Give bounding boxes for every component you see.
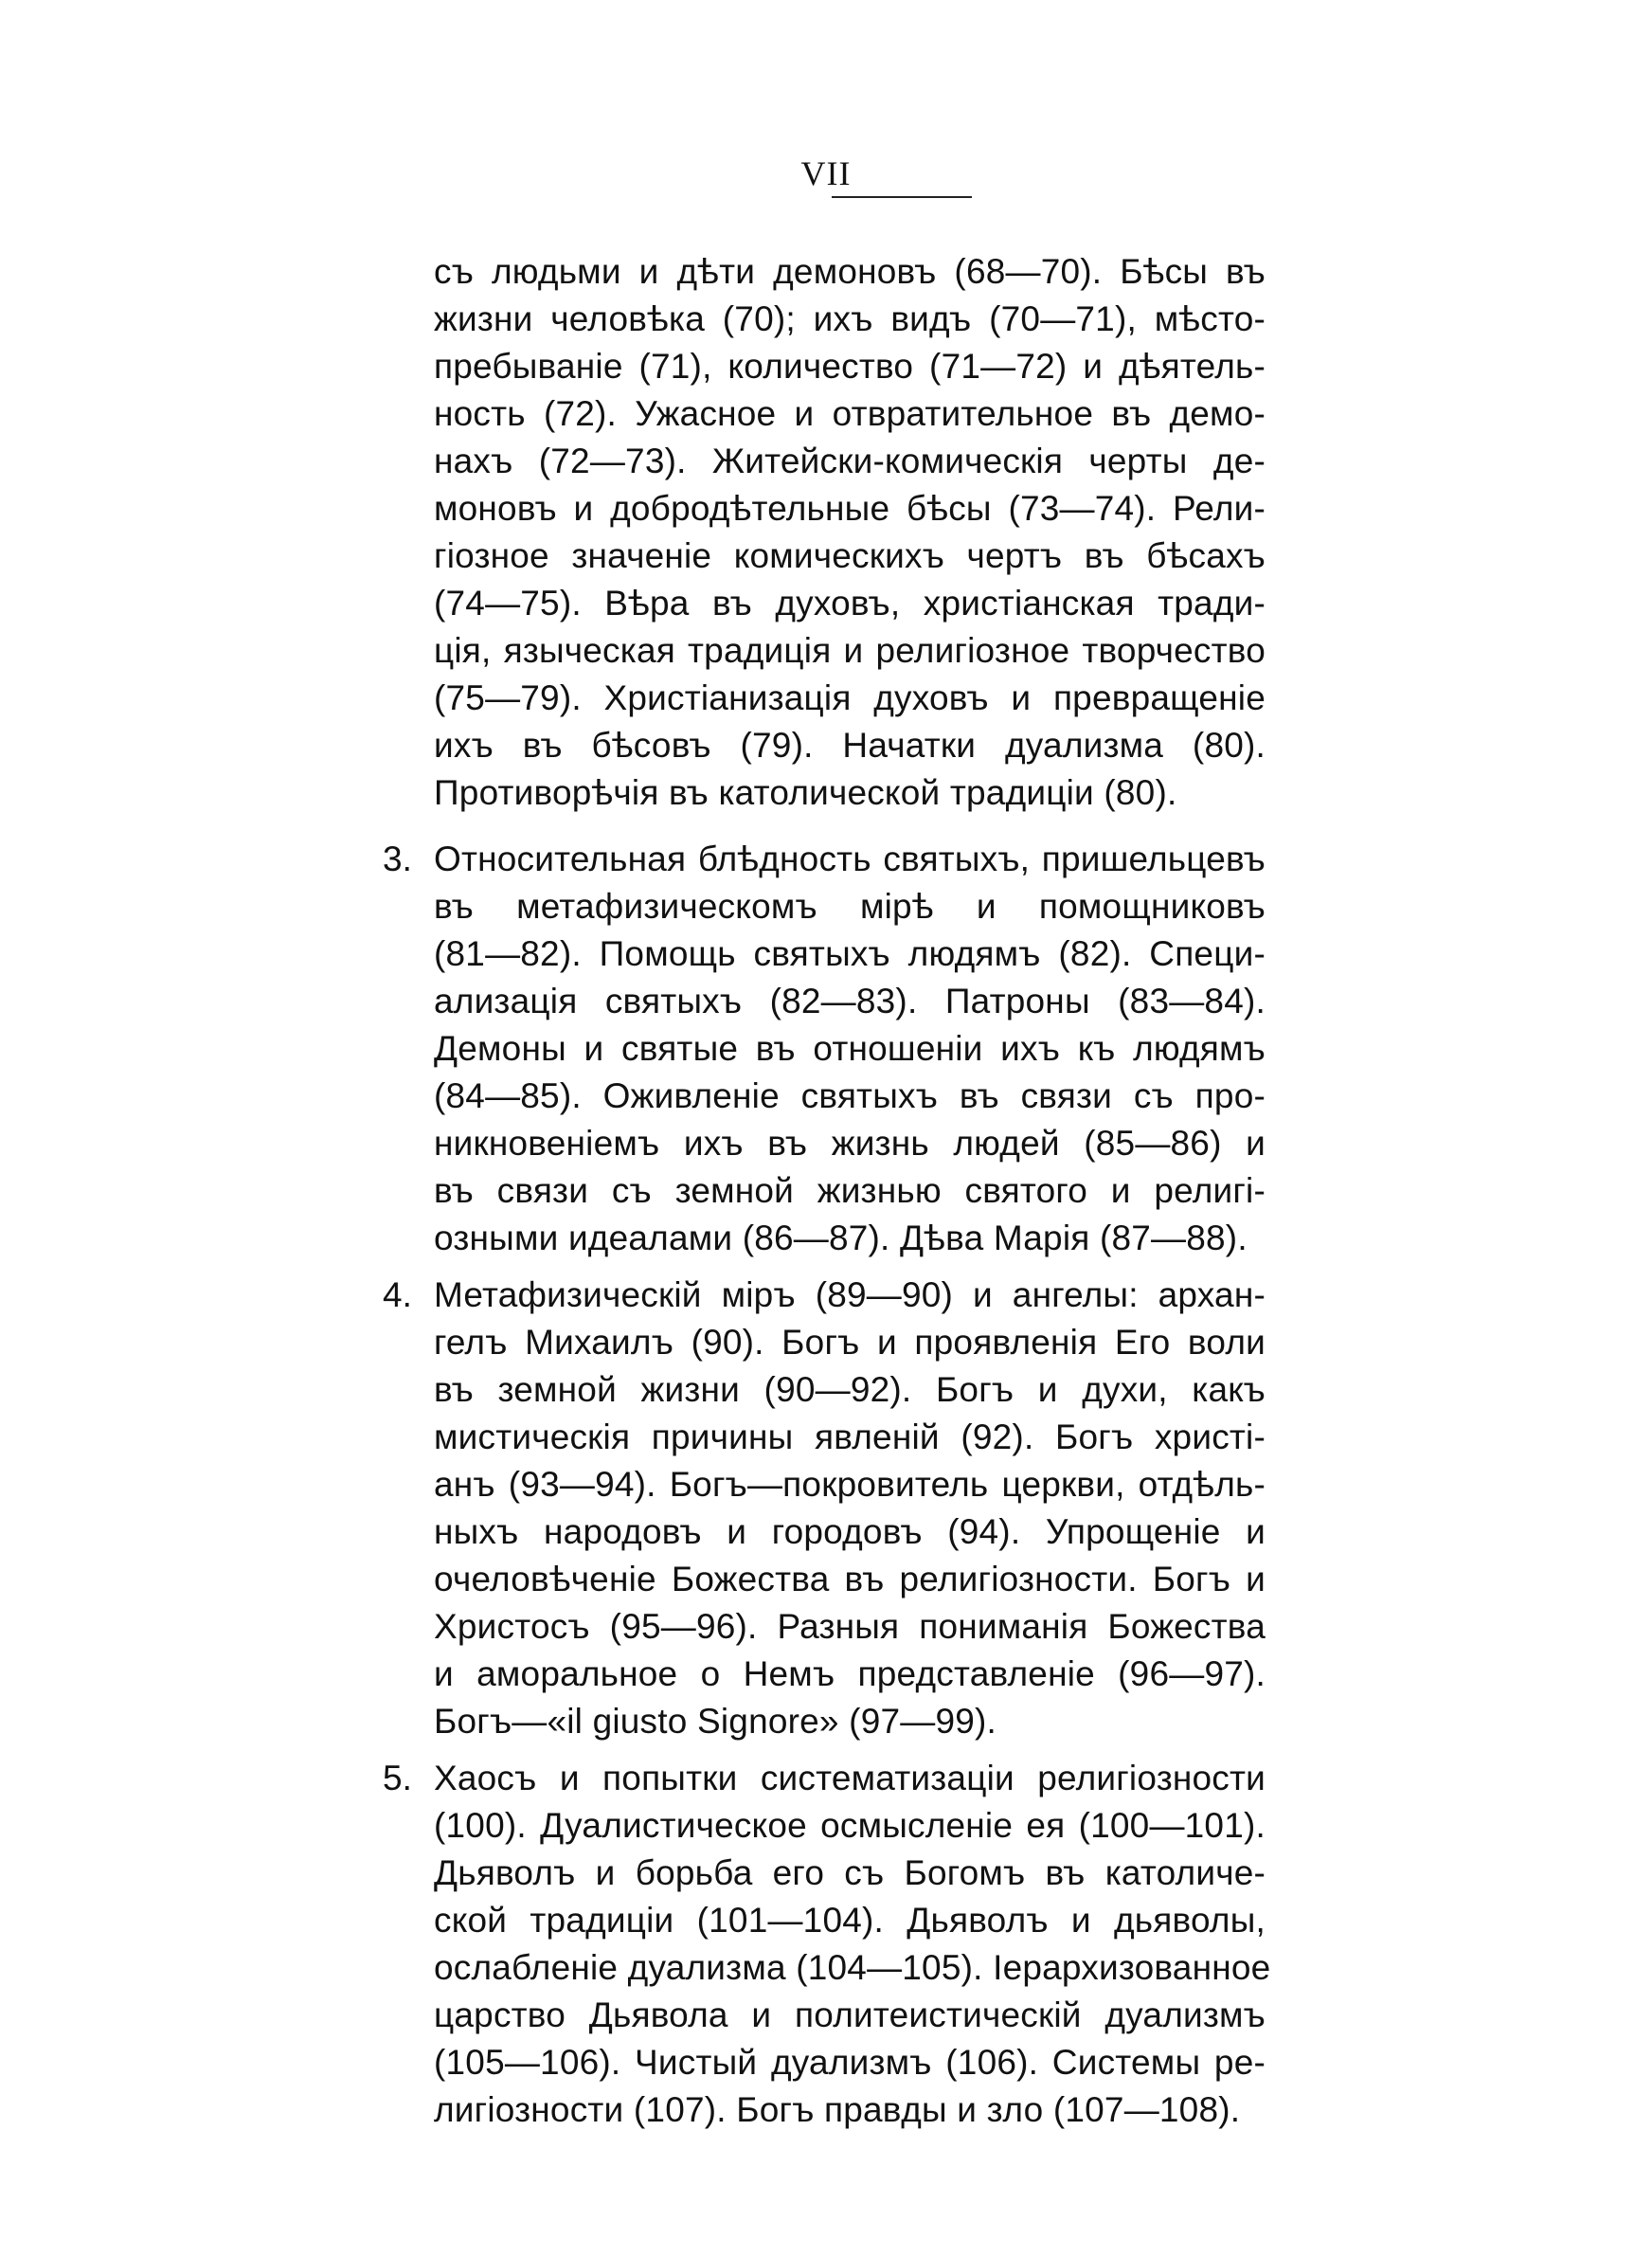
text-line: ція, языческая традиція и религіозное творчество (434, 631, 1266, 670)
text-line: (105—106). Чистый дуализмъ (106). Системы ре- (434, 2043, 1266, 2082)
section-number: 3. (383, 840, 412, 878)
text-line: (81—82). Помощь святыхъ людямъ (82). Специ- (434, 934, 1266, 973)
text-line: мистическія причины явленій (92). Богъ христі- (434, 1417, 1266, 1456)
text-line: Христосъ (95—96). Разныя пониманія Божества (434, 1607, 1266, 1646)
page-number-rule (832, 196, 972, 198)
text-line: очеловѣченіе Божества въ религіозности. Богъ и (434, 1560, 1266, 1598)
text-line: (75—79). Христіанизація духовъ и превращеніе (434, 678, 1266, 717)
text-line: озными идеалами (86—87). Дѣва Марія (87—88). (434, 1219, 1248, 1257)
text-line: ихъ въ бѣсовъ (79). Начатки дуализма (80). (434, 726, 1266, 765)
text-line: гелъ Михаилъ (90). Богъ и проявленія Его воли (434, 1323, 1266, 1362)
text-line: жизни человѣка (70); ихъ видъ (70—71), мѣсто- (434, 299, 1266, 338)
text-line: ность (72). Ужасное и отвратительное въ демо- (434, 394, 1266, 433)
text-line: ализація святыхъ (82—83). Патроны (83—84). (434, 982, 1266, 1020)
text-line: нахъ (72—73). Житейски-комическія черты де- (434, 442, 1266, 480)
text-line: царство Дьявола и политеистическій дуализмъ (434, 1995, 1266, 2034)
text-line: (74—75). Вѣра въ духовъ, христіанская тради- (434, 584, 1266, 623)
text-line: никновеніемъ ихъ въ жизнь людей (85—86) и (434, 1124, 1266, 1163)
text-line: Хаосъ и попытки систематизаціи религіозности (434, 1759, 1266, 1797)
text-line: Демоны и святые въ отношеніи ихъ къ людямъ (434, 1029, 1266, 1068)
text-line: Богъ—«il giusto Signore» (97—99). (434, 1702, 997, 1741)
text-line: Относительная блѣдность святыхъ, пришельцевъ (434, 840, 1266, 878)
text-line: Противорѣчія въ католической традиціи (80). (434, 773, 1177, 812)
text-line: Метафизическій міръ (89—90) и ангелы: архан- (434, 1275, 1266, 1314)
text-line: моновъ и добродѣтельные бѣсы (73—74). Рели- (434, 489, 1266, 528)
text-line: ской традиціи (101—104). Дьяволъ и дьяволы, (434, 1901, 1266, 1940)
text-line: въ метафизическомъ мірѣ и помощниковъ (434, 887, 1266, 926)
text-line: анъ (93—94). Богъ—покровитель церкви, отдѣль- (434, 1465, 1266, 1504)
text-line: пребываніе (71), количество (71—72) и дѣятель- (434, 347, 1266, 386)
text-line: Дьяволъ и борьба его съ Богомъ въ католиче- (434, 1853, 1266, 1892)
text-line: ослабленіе дуализма (104—105). Іерархизованное (434, 1948, 1271, 1987)
section-number: 4. (383, 1275, 412, 1314)
page-number: VII (800, 154, 852, 192)
text-line: съ людьми и дѣти демоновъ (68—70). Бѣсы въ (434, 252, 1266, 291)
text-line: лигіозности (107). Богъ правды и зло (107—108). (434, 2090, 1241, 2129)
text-line: въ земной жизни (90—92). Богъ и духи, какъ (434, 1370, 1266, 1409)
section-number: 5. (383, 1759, 412, 1797)
text-line: въ связи съ земной жизнью святого и религі- (434, 1171, 1266, 1210)
text-line: (100). Дуалистическое осмысленіе ея (100—101). (434, 1806, 1266, 1845)
text-line: ныхъ народовъ и городовъ (94). Упрощеніе и (434, 1512, 1266, 1551)
text-line: и аморальное о Немъ представленіе (96—97). (434, 1654, 1266, 1693)
text-line: (84—85). Оживленіе святыхъ въ связи съ про- (434, 1076, 1266, 1115)
text-line: гіозное значеніе комическихъ чертъ въ бѣсахъ (434, 536, 1266, 575)
